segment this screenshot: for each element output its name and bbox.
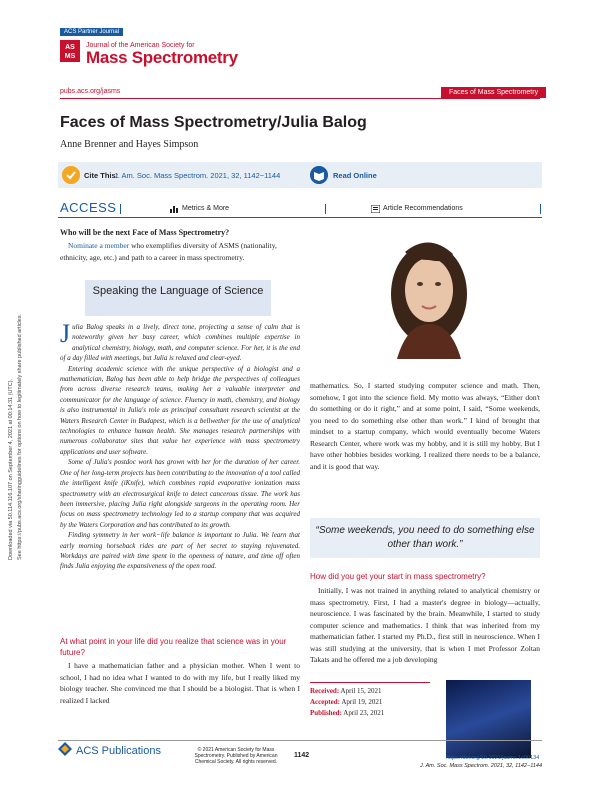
read-online-button[interactable]: Read Online	[333, 171, 377, 180]
journal-url[interactable]: pubs.acs.org/jasms	[60, 88, 121, 95]
published-date: April 23, 2021	[343, 709, 385, 717]
section-tag: Faces of Mass Spectrometry	[441, 87, 546, 98]
section-body-point: I have a mathematician father and a physician mother. When I went to school, I had no idea what I wanted to do with my life, but I really liked my biology teacher. She convinced me that I should be a biologist. That is when I realized I lacked	[60, 661, 300, 705]
download-notice	[8, 230, 28, 560]
doi-link[interactable]: https://doi.org/10.1021/jasms.1c00134	[446, 755, 540, 761]
page-number: 1142	[294, 752, 310, 759]
metrics-icon[interactable]	[170, 205, 179, 213]
drop-cap: J	[60, 319, 71, 348]
acs-logo-icon	[58, 742, 72, 756]
acs-publications-logo: ACS Publications	[76, 745, 161, 757]
header-divider	[60, 98, 540, 99]
intro-text	[60, 240, 300, 264]
access-bar	[58, 200, 542, 218]
download-notice-line1: Downloaded via 50.114.116.107 on September 4, 2021 at 00:14:31 (UTC).	[8, 378, 14, 560]
metrics-button[interactable]: Metrics & More	[182, 205, 230, 212]
footer-divider	[58, 740, 542, 741]
paragraph-3: Some of Julia's postdoc work has grown with her for the duration of her career. One of her long-term projects has been contributing to the innovation of a tool called the intelligent knife (iKnife), which combines rapid evaporative ionization mass spectrometry with an electrosurgical knife to detect cancerous tissue. The work has been immersive, placing Julia right alongside surgeons in the operating room. Her focus on mass spectrometry technology led to a startup company that was acquired by the Waters Corporation and has contributed to its growth.	[60, 458, 300, 529]
asms-logo-icon	[60, 40, 80, 62]
access-label: ACCESS	[60, 200, 117, 215]
paragraph-2: Entering academic science with the unique perspective of a biologist and a mathematician, Balog has been able to help bridge the perspectives of colleagues from across diverse research teams, making her a valuable interpreter and communicator for the language of science. Fluency in math, chemistry, and biology is also instrumental in Julia's role as principal consultant research scientist at the Waters Research Center in Budapest, which is a bellwether for the use of analytical technologies to enhance human health. She manages research partnerships with numerous collaborator sites that value her experience with mass spectrometry applications and user software.	[60, 364, 300, 456]
section-heading-start: How did you get your start in mass spectrometry?	[310, 572, 486, 581]
right-column-body: mathematics. So, I started studying computer science and math. Then, somehow, I got into the science field. My motto was always, “Either don't do something or do it right,” and at some point, I said, “Some weekends, you need to do something else other than work.” I kind of brought that mindset to a startup company, which would eventually become Waters Research Center, where work was my hobby, and it is still my hobby. But I have other hobbies besides working. I realized there needs to be a balance, and it is good that way.	[310, 381, 540, 471]
paragraph-1: ulia Balog speaks in a lively, direct tone, projecting a sense of calm that is noteworthy given her busy career, which combines multiple expertise in analytical chemistry, biology, math, and computer science. For her, it is the end of a day filled with meetings, but Julia is relaxed and clear-eyed.	[60, 323, 300, 363]
article-authors: Anne Brenner and Hayes Simpson	[60, 139, 199, 150]
access-divider	[120, 204, 121, 214]
recommendations-divider	[540, 204, 541, 214]
nominate-link[interactable]: Nominate a member	[68, 241, 130, 250]
read-online-icon[interactable]	[310, 166, 328, 184]
left-column-body	[60, 319, 300, 572]
journal-title: Mass Spectrometry	[86, 48, 238, 67]
article-title: Faces of Mass Spectrometry/Julia Balog	[60, 114, 367, 131]
partner-label: ACS Partner Journal	[60, 28, 123, 36]
journal-subtitle: Journal of the American Society for	[86, 42, 195, 49]
received-label: Received:	[310, 687, 340, 695]
published-label: Published:	[310, 709, 342, 717]
svg-text:MS: MS	[64, 53, 76, 60]
article-dates	[310, 686, 430, 719]
cite-text[interactable]: J. Am. Soc. Mass Spectrom. 2021, 32, 1142−1144	[114, 171, 281, 180]
footer-citation: J. Am. Soc. Mass Spectrom. 2021, 32, 1142−1144	[420, 763, 543, 769]
section-body-start: Initially, I was not trained in anything related to analytical chemistry or mass spectrometry. First, I had a master's degree in biology—actually, neuroscience. I was fascinated by the brain. Meanwhile, I started to study computer science and mathematics. I think that was inherited from my mathematician father. I started my Ph.D., first still in neuroscience. When I was still studying at the university, that is when I met Professor Zoltan Takats and he offered me a job developing	[310, 586, 540, 664]
pull-quote: “Some weekends, you need to do something else other than work.”	[310, 518, 540, 558]
callout-speaking-language: Speaking the Language of Science	[85, 280, 271, 316]
paragraph-4: Finding symmetry in her work−life balance is important to Julia. We learn that early morning horseback rides are part of her secret to staying rejuvenated. Workdays are paired with time spent in the openness of nature, and time off often finds Julia enjoying the expansiveness of the open road.	[60, 531, 300, 571]
accepted-label: Accepted:	[310, 698, 340, 706]
svg-text:AS: AS	[65, 44, 75, 51]
received-date: April 15, 2021	[340, 687, 382, 695]
intro-heading: Who will be the next Face of Mass Spectrometry?	[60, 228, 230, 237]
accepted-date: April 19, 2021	[341, 698, 383, 706]
recommendations-button[interactable]: Article Recommendations	[383, 205, 463, 212]
section-heading-point: At what point in your life did you realize that science was in your future?	[60, 637, 287, 657]
metrics-divider	[325, 204, 326, 214]
cite-label: Cite This:	[84, 171, 119, 180]
copyright-notice: © 2021 American Society for Mass Spectrometry. Published by American Chemical Society. All rights reserved.	[194, 747, 278, 765]
portrait-photo	[367, 224, 489, 359]
dates-divider	[310, 682, 430, 683]
recommendations-icon[interactable]	[371, 205, 380, 213]
download-notice-line2: See https://pubs.acs.org/sharingguidelines for options on how to legitimately share published articles.	[17, 313, 23, 560]
journal-cover-thumbnail[interactable]	[446, 680, 531, 758]
cite-icon[interactable]	[62, 166, 80, 184]
intro-text-body: who exemplifies diversity of ASMS (nationality, ethnicity, age, etc.) and path to a career in mass spectrometry.	[60, 241, 277, 262]
